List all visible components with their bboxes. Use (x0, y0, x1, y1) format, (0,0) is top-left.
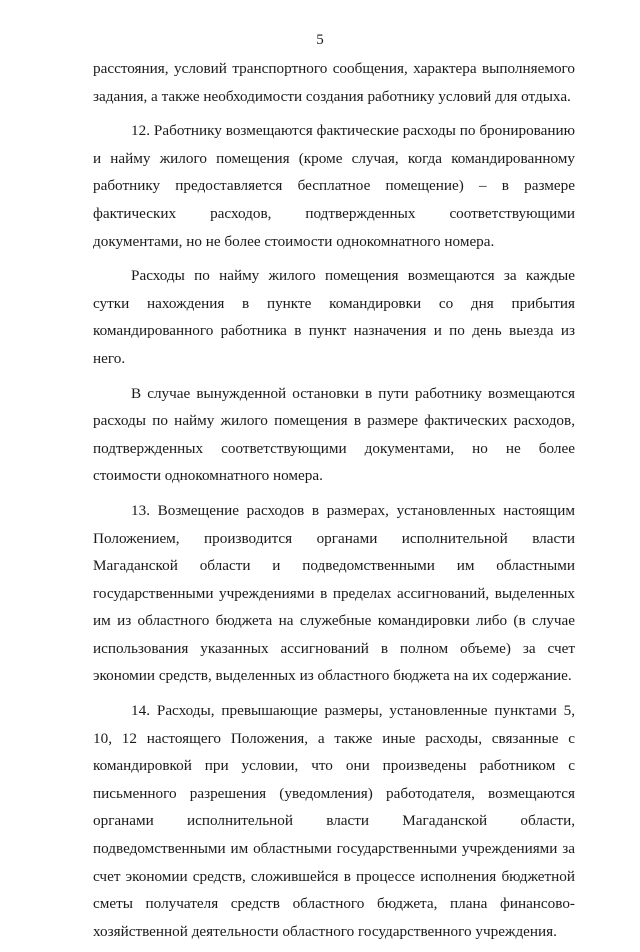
paragraph-item-13: 13. Возмещение расходов в размерах, установленных настоящим Положением, производится органами исполнительной власти Магаданской области и подведомственными им областными государственными учреждениями в пределах ассигнований, выделенных им из областного бюджета на служебные командировки либо (в случае использования указанных ассигнований в полном объеме) за счет экономии средств, выделенных из областного бюджета на их содержание. (93, 501, 575, 685)
paragraph-lodging-per-day: Расходы по найму жилого помещения возмещаются за каждые сутки нахождения в пункте командировки со дня прибытия командированного работника в пункт назначения и по день выезда из него. (93, 267, 575, 367)
paragraph-item-14: 14. Расходы, превышающие размеры, установленные пунктами 5, 10, 12 настоящего Положения, а также иные расходы, связанные с командировкой при условии, что они произведены работником с письменного разрешения (уведомления) работодателя, возмещаются органами исполнительной власти Магаданской области, подведомственными им областными государственными учреждениями за счет экономии средств, сложившейся в процессе исполнения бюджетной сметы получателя средств областного бюджета, плана финансово-хозяйственной деятельности областного государственного учреждения. (93, 702, 575, 940)
paragraph-continuation: расстояния, условий транспортного сообщения, характера выполняемого задания, а также необходимости создания работнику условий для отдыха. (93, 60, 575, 105)
document-body (93, 55, 575, 952)
paragraph-forced-stop: В случае вынужденной остановки в пути работнику возмещаются расходы по найму жилого помещения в размере фактических расходов, подтвержденных соответствующими документами, но не более стоимости однокомнатного номера. (93, 384, 575, 485)
paragraph-item-12: 12. Работнику возмещаются фактические расходы по бронированию и найму жилого помещения (кроме случая, когда командированному работнику предоставляется бесплатное помещение) – в размере фактических расходов, подтвержденных соответствующими документами, но не более стоимости однокомнатного номера. (93, 122, 575, 250)
page-number: 5 (316, 32, 324, 48)
